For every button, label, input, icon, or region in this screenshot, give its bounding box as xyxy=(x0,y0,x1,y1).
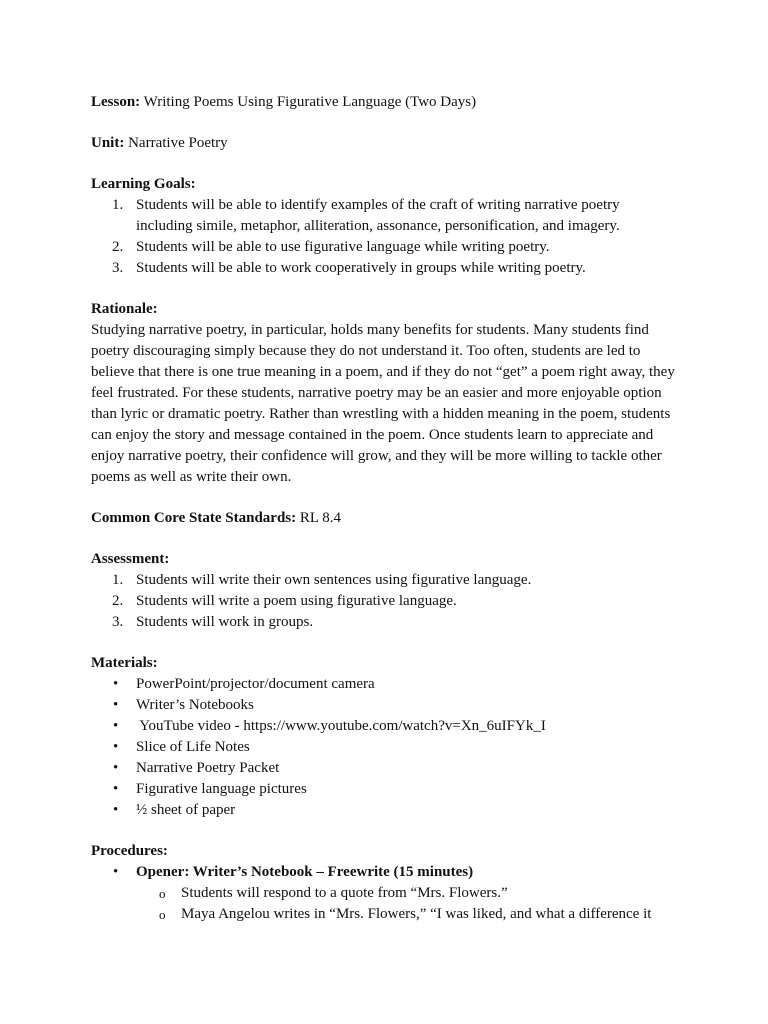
bullet-icon: • xyxy=(113,676,119,692)
list-item: 1. Students will write their own sentences using figurative language. xyxy=(112,572,532,588)
list-item: 2. Students will be able to use figurative language while writing poetry. xyxy=(112,239,550,255)
learning-goals-heading: Learning Goals: xyxy=(91,176,196,192)
list-item: • ½ sheet of paper xyxy=(91,800,691,821)
lesson-plan xyxy=(91,92,691,925)
list-item: • Writer’s Notebooks xyxy=(91,695,691,716)
list-item: 3. Students will be able to work cooperatively in groups while writing poetry. xyxy=(112,260,586,276)
unit-value: Narrative Poetry xyxy=(128,135,228,151)
list-item: 3. Students will work in groups. xyxy=(112,614,314,630)
list-item: • Figurative language pictures xyxy=(91,779,691,800)
list-item: • PowerPoint/projector/document camera xyxy=(91,674,691,695)
opener-title: Opener: Writer’s Notebook – Freewrite (15 minutes) xyxy=(136,864,474,880)
bullet-icon: • xyxy=(113,781,119,797)
lesson-title: Writing Poems Using Figurative Language (Two Days) xyxy=(143,94,477,110)
list-item xyxy=(91,716,691,737)
unit-line xyxy=(91,133,691,154)
lesson-line xyxy=(91,92,691,113)
youtube-link[interactable]: YouTube video - https://www.youtube.com/watch?v=Xn_6uIFYk_I xyxy=(136,718,546,734)
sub-list-item: o Students will respond to a quote from “Mrs. Flowers.” xyxy=(91,883,691,904)
sub-list-item: o Maya Angelou writes in “Mrs. Flowers,” “I was liked, and what a difference it xyxy=(91,904,691,925)
sub-bullet-icon: o xyxy=(159,886,166,901)
bullet-icon: • xyxy=(113,739,119,755)
list-item xyxy=(91,862,691,883)
bullet-icon: • xyxy=(113,760,119,776)
procedures-heading: Procedures: xyxy=(91,843,168,859)
standards-value: RL 8.4 xyxy=(299,510,342,526)
list-item: • Narrative Poetry Packet xyxy=(91,758,691,779)
list-item: 2. Students will write a poem using figurative language. xyxy=(112,593,457,609)
lesson-label: Lesson: xyxy=(91,94,141,110)
rationale-paragraph: Studying narrative poetry, in particular, holds many benefits for students. Many students find poetry discouraging simply because they do not understand it. Too often, students are led to believe that there is one true meaning in a poem, and if they do not “get” a poem right away, they feel frustrated. For these students, narrative poetry may be an easier and more enjoyable option than lyric or dramatic poetry. Rather than wrestling with a hidden meaning in the poem, students can enjoy the story and message contained in the poem. Once students learn to appreciate and enjoy narrative poetry, their confidence will grow, and they will be more willing to tackle other poems as well as write their own. xyxy=(91,322,675,485)
bullet-icon: • xyxy=(113,718,119,734)
bullet-icon: • xyxy=(113,697,119,713)
assessment-heading: Assessment: xyxy=(91,551,170,567)
sub-bullet-icon: o xyxy=(159,907,166,922)
bullet-icon: • xyxy=(113,864,119,880)
bullet-icon: • xyxy=(113,802,119,818)
list-item: • Slice of Life Notes xyxy=(91,737,691,758)
standards-line xyxy=(91,508,691,529)
materials-heading: Materials: xyxy=(91,655,158,671)
rationale-heading: Rationale: xyxy=(91,301,158,317)
unit-label: Unit: xyxy=(91,135,125,151)
standards-label: Common Core State Standards: xyxy=(91,510,297,526)
list-item: 1. Students will be able to identify examples of the craft of writing narrative poetry including simile, metaphor, alliteration, assonance, personification, and imagery. xyxy=(112,197,620,234)
